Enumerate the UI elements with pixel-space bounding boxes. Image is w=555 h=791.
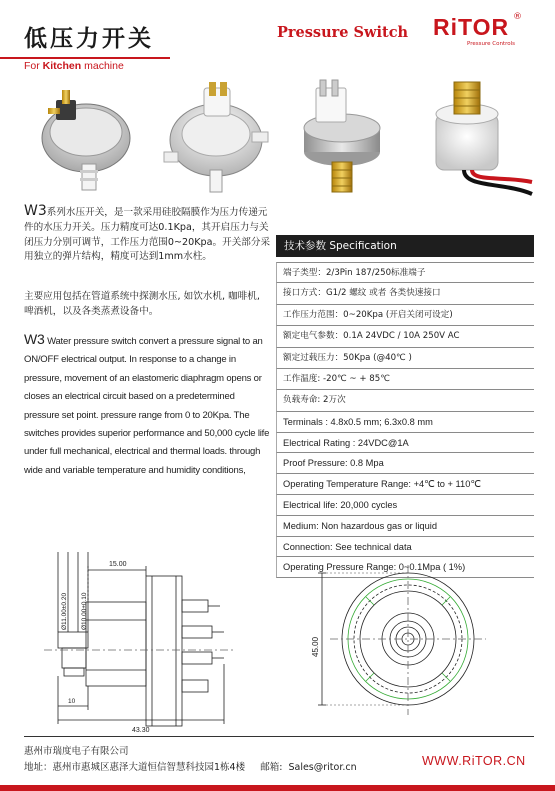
spec-row: 额定过载压力：50Kpa (@40℃ ) <box>276 348 534 369</box>
dim-total-label: 43.30 <box>132 727 150 734</box>
front-view-drawing <box>300 565 500 745</box>
dim-dia2-label: Ø10.00±0.10 <box>81 592 88 630</box>
model-name-cn: W3 <box>24 203 47 219</box>
page-subtitle-en <box>24 60 124 72</box>
spec-row: 工作温度: -20℃ ~ + 85℃ <box>276 369 534 390</box>
spec-row-en: Terminals : 4.8x0.5 mm; 6.3x0.8 mm <box>276 412 534 433</box>
product-title: Pressure Switch <box>277 24 409 41</box>
dim-height-label: 45.00 <box>311 636 320 657</box>
spec-row-en: Medium: Non hazardous gas or liquid <box>276 516 534 537</box>
spec-row-en: Connection: See technical data <box>276 537 534 558</box>
spec-row: 端子类型：2/3Pin 187/250标准端子 <box>276 262 534 283</box>
subtitle-prefix: For <box>24 60 40 72</box>
footer-rule <box>24 736 534 737</box>
product-photo-1 <box>24 86 144 196</box>
description-cn <box>24 204 272 265</box>
product-photo-4 <box>404 78 534 200</box>
address-text: 惠州市惠城区惠泽大道恒信智慧科技园1栋4楼 <box>52 762 246 773</box>
company-name: 惠州市瑞度电子有限公司 <box>24 746 129 757</box>
spec-row-en: Electrical life: 20,000 cycles <box>276 495 534 516</box>
email-address[interactable]: Sales@ritor.cn <box>288 762 357 773</box>
spec-header: 技术参数 Specification <box>276 235 534 257</box>
address-label: 地址： <box>24 762 53 773</box>
side-view-drawing <box>24 540 254 740</box>
description-en <box>24 330 272 480</box>
spec-row: 额定电气参数：0.1A 24VDC / 10A 250V AC <box>276 326 534 347</box>
company-address <box>24 759 357 773</box>
subtitle-suffix: machine <box>84 60 124 72</box>
subtitle-bold: Kitchen <box>42 60 82 72</box>
page-title-cn: 低压力开关 <box>24 25 154 52</box>
model-name-en: W3 <box>24 331 45 347</box>
title-rule <box>0 57 170 59</box>
dim-top-label: 15.00 <box>109 561 127 568</box>
spec-row: 负载寿命: 2万次 <box>276 390 534 411</box>
spec-row-en: Proof Pressure: 0.8 Mpa <box>276 453 534 474</box>
ritor-logo <box>433 12 533 48</box>
bottom-bar <box>0 785 555 791</box>
spec-row-en: Operating Temperature Range: +4℃ to + 110℃ <box>276 474 534 495</box>
application-cn: 主要应用包括在管道系统中探测水压, 如饮水机, 咖啡机, 啤酒机，以及各类蒸煮设备中。 <box>24 291 260 317</box>
dim-small-label: 10 <box>68 698 76 705</box>
spec-row-en: Electrical Rating : 24VDC@1A <box>276 433 534 454</box>
spec-table <box>276 262 534 578</box>
logo-registered-mark: ® <box>513 12 522 22</box>
description-cn-text: 系列水压开关，是一款采用硅胶隔膜作为压力传递元件的水压力开关。压力精度可达0.1Kpa，其开启压力与关闭压力分别可调节，工作压力范围0~20Kpa。开关部分采用独立的弹片结构，精度可达到1mm水柱。 <box>24 207 271 263</box>
email-label: 邮箱: <box>260 762 283 773</box>
website-link[interactable]: WWW.RiTOR.CN <box>422 754 526 768</box>
spec-row: 接口方式：G1/2 螺纹 或者 各类快速接口 <box>276 283 534 304</box>
product-photos <box>24 78 534 200</box>
logo-text: RiTOR <box>433 14 510 40</box>
spec-row-en: Operating Pressure Range: 0~0.1Mpa ( 1%) <box>276 557 534 578</box>
logo-tagline: Pressure Controls <box>467 41 515 47</box>
description-en-text: Water pressure switch convert a pressure signal to an ON/OFF electrical output. In response to a change in pressure, movement of an elastomeric diaphragm opens or closes an electrical circuit based on a predetermined pressure set point. pressure range from 0 to 20Kpa. The switches provides superior performance and 50,000 cycle life under full mechanical, electrical and thermal loads. through wide and variable temperature and humidity conditions, <box>24 336 270 476</box>
product-photo-2 <box>154 82 274 197</box>
dim-dia1-label: Ø11.00±0.20 <box>61 592 68 630</box>
spec-row: 工作压力范围：0~20Kpa (开启关闭可设定) <box>276 305 534 326</box>
product-photo-3 <box>282 78 402 200</box>
